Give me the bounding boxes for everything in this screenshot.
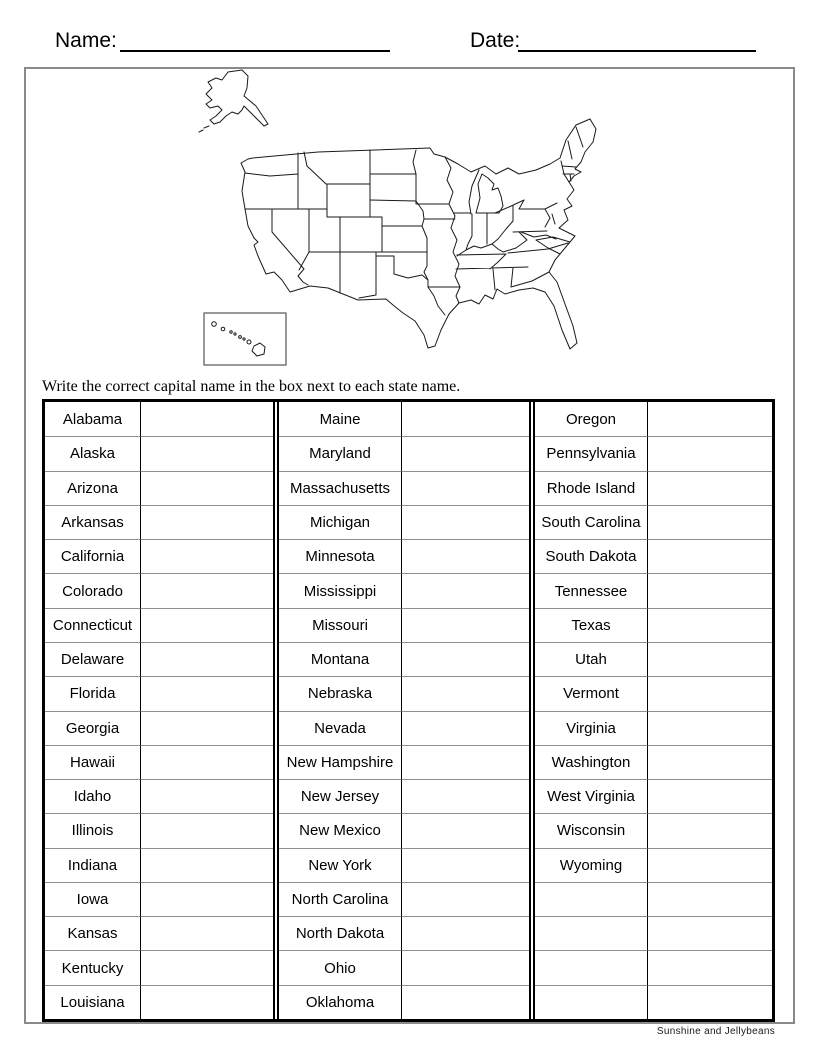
capital-answer-box[interactable] (647, 573, 772, 607)
state-name-cell: Louisiana (45, 985, 140, 1019)
state-name-cell: Montana (279, 642, 401, 676)
state-name-cell: Colorado (45, 573, 140, 607)
state-name-cell (535, 916, 647, 950)
instruction-text: Write the correct capital name in the box next to each state name. (42, 378, 461, 395)
state-name-cell: New Mexico (279, 813, 401, 847)
state-name-cell: Texas (535, 608, 647, 642)
capital-answer-box[interactable] (401, 608, 529, 642)
capital-answer-box[interactable] (140, 745, 273, 779)
hawaii-inset (204, 313, 286, 365)
state-name-cell: Pennsylvania (535, 436, 647, 470)
capital-answer-box[interactable] (647, 916, 772, 950)
state-name-cell: Oklahoma (279, 985, 401, 1019)
state-name-cell: Vermont (535, 676, 647, 710)
conus-outline (241, 119, 596, 349)
capital-answer-box[interactable] (401, 471, 529, 505)
state-name-cell: Florida (45, 676, 140, 710)
state-name-cell: Rhode Island (535, 471, 647, 505)
capital-answer-box[interactable] (401, 539, 529, 573)
name-fill-in-line[interactable] (120, 50, 390, 52)
capital-answer-box[interactable] (647, 402, 772, 436)
state-name-cell: Kentucky (45, 950, 140, 984)
state-name-cell: Hawaii (45, 745, 140, 779)
capital-answer-box[interactable] (140, 985, 273, 1019)
capital-answer-box[interactable] (647, 950, 772, 984)
capital-answer-box[interactable] (647, 813, 772, 847)
capital-answer-box[interactable] (401, 848, 529, 882)
capital-answer-box[interactable] (647, 711, 772, 745)
state-name-cell: Ohio (279, 950, 401, 984)
capital-answer-box[interactable] (401, 985, 529, 1019)
state-name-cell: Mississippi (279, 573, 401, 607)
capital-answer-box[interactable] (647, 436, 772, 470)
capital-answer-box[interactable] (401, 436, 529, 470)
state-name-cell: Georgia (45, 711, 140, 745)
capital-answer-box[interactable] (647, 642, 772, 676)
state-name-cell: Wyoming (535, 848, 647, 882)
capital-answer-box[interactable] (140, 402, 273, 436)
capital-answer-box[interactable] (140, 950, 273, 984)
state-name-cell: New York (279, 848, 401, 882)
name-label: Name: (55, 29, 117, 52)
state-name-cell: Alaska (45, 436, 140, 470)
state-name-cell: Maryland (279, 436, 401, 470)
state-name-cell: Delaware (45, 642, 140, 676)
state-name-cell: Alabama (62, 410, 123, 428)
capital-answer-box[interactable] (140, 916, 273, 950)
capital-answer-box[interactable] (140, 848, 273, 882)
capital-answer-box[interactable] (401, 779, 529, 813)
capital-answer-box[interactable] (401, 950, 529, 984)
capital-answer-box[interactable] (647, 985, 772, 1019)
capital-answer-box[interactable] (140, 436, 273, 470)
us-states-outline-map (198, 66, 630, 368)
capital-answer-box[interactable] (140, 642, 273, 676)
state-name-cell: Utah (535, 642, 647, 676)
state-name-cell (535, 950, 647, 984)
capital-answer-box[interactable] (647, 471, 772, 505)
capital-answer-box[interactable] (140, 711, 273, 745)
state-name-cell: Washington (535, 745, 647, 779)
state-name-cell (535, 985, 647, 1019)
capital-answer-box[interactable] (401, 505, 529, 539)
state-name-cell (535, 882, 647, 916)
state-name-cell: Maine (319, 410, 361, 428)
capital-answer-box[interactable] (647, 539, 772, 573)
state-name-cell: New Hampshire (279, 745, 401, 779)
state-name-cell: Iowa (45, 882, 140, 916)
capital-answer-box[interactable] (140, 573, 273, 607)
state-name-cell: Connecticut (45, 608, 140, 642)
state-name-cell: Idaho (45, 779, 140, 813)
state-name-cell: California (45, 539, 140, 573)
state-name-cell: West Virginia (535, 779, 647, 813)
state-name-cell: Wisconsin (535, 813, 647, 847)
capital-answer-box[interactable] (140, 813, 273, 847)
state-name-cell: Minnesota (279, 539, 401, 573)
capital-answer-box[interactable] (647, 608, 772, 642)
capital-answer-box[interactable] (401, 402, 529, 436)
capital-answer-box[interactable] (140, 676, 273, 710)
state-name-cell: Missouri (279, 608, 401, 642)
state-name-cell: North Dakota (279, 916, 401, 950)
state-name-cell: Indiana (45, 848, 140, 882)
capital-answer-box[interactable] (647, 779, 772, 813)
footer-credit: Sunshine and Jellybeans (656, 1026, 775, 1037)
state-name-cell: North Carolina (279, 882, 401, 916)
date-label: Date: (470, 29, 521, 52)
capital-answer-box[interactable] (140, 539, 273, 573)
state-name-cell: South Dakota (535, 539, 647, 573)
capital-answer-box[interactable] (401, 711, 529, 745)
capital-answer-box[interactable] (140, 608, 273, 642)
state-name-cell: Massachusetts (279, 471, 401, 505)
capital-answer-box[interactable] (401, 745, 529, 779)
state-name-cell: Nebraska (279, 676, 401, 710)
state-name-cell: Illinois (45, 813, 140, 847)
state-name-cell: Tennessee (535, 573, 647, 607)
state-name-cell: New Jersey (279, 779, 401, 813)
state-name-cell: Arkansas (45, 505, 140, 539)
state-name-cell: Oregon (565, 410, 617, 428)
capital-answer-box[interactable] (647, 848, 772, 882)
capital-answer-box[interactable] (140, 505, 273, 539)
capital-answer-box[interactable] (647, 676, 772, 710)
state-name-cell: Michigan (279, 505, 401, 539)
capital-answer-box[interactable] (401, 916, 529, 950)
capital-answer-box[interactable] (647, 882, 772, 916)
state-name-cell: South Carolina (535, 505, 647, 539)
capital-answer-box[interactable] (401, 813, 529, 847)
capital-answer-box[interactable] (401, 573, 529, 607)
capital-answer-box[interactable] (401, 882, 529, 916)
alaska-inset (199, 70, 268, 132)
capital-answer-box[interactable] (401, 676, 529, 710)
capital-answer-box[interactable] (140, 471, 273, 505)
capital-answer-box[interactable] (140, 779, 273, 813)
capital-answer-box[interactable] (647, 745, 772, 779)
state-name-cell: Virginia (535, 711, 647, 745)
state-name-cell: Arizona (45, 471, 140, 505)
capitals-table (42, 399, 775, 1022)
state-name-cell: Nevada (279, 711, 401, 745)
state-name-cell: Kansas (45, 916, 140, 950)
capital-answer-box[interactable] (401, 642, 529, 676)
date-fill-in-line[interactable] (518, 50, 756, 52)
capital-answer-box[interactable] (647, 505, 772, 539)
capital-answer-box[interactable] (140, 882, 273, 916)
